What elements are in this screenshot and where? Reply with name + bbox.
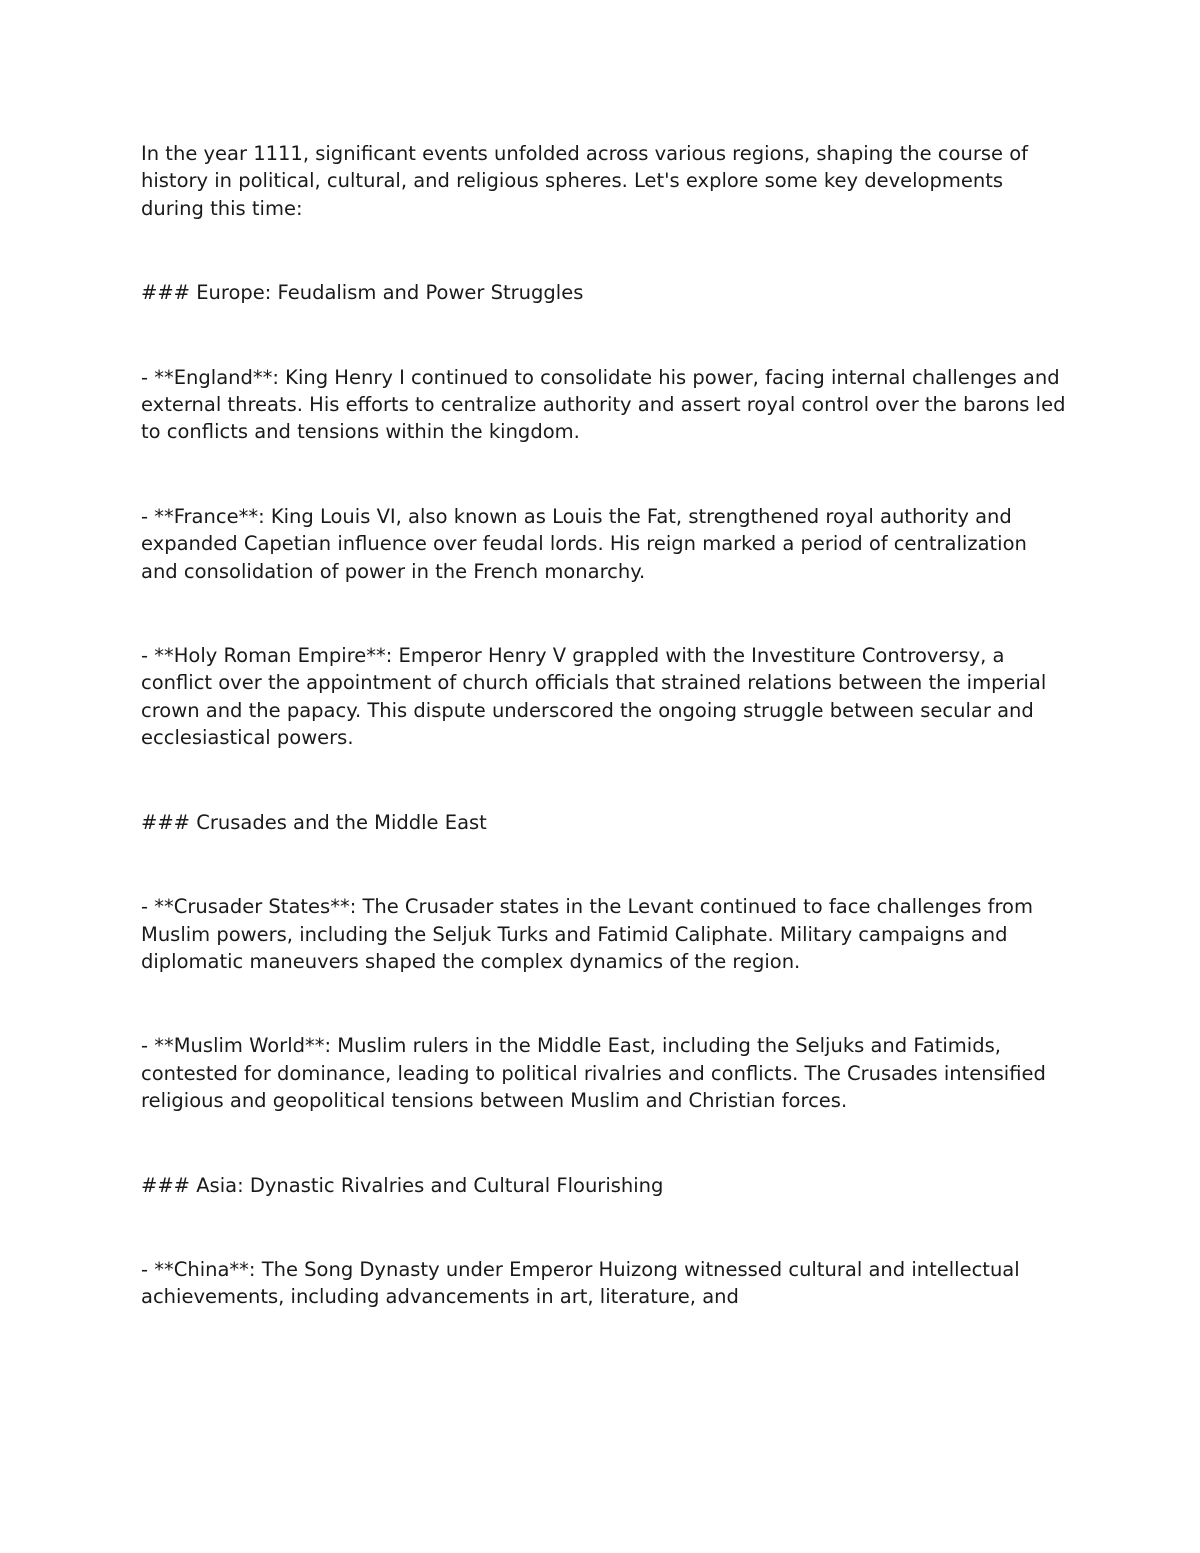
section-heading-europe: ### Europe: Feudalism and Power Struggles [141,281,584,305]
item-crusader-states: - **Crusader States**: The Crusader states in the Levant continued to face challenges from Muslim powers, including the Seljuk Turks and Fatimid Caliphate. Military campaigns and diplomatic maneuvers shaped the complex dynamics of the region. [141,895,1033,973]
spacer [141,752,1066,809]
spacer [141,836,1066,893]
item-china: - **China**: The Song Dynasty under Emperor Huizong witnessed cultural and intellectual achievements, including advancements in art, literature, and [141,1257,1020,1309]
item-england: - **England**: King Henry I continued to consolidate his power, facing internal challenges and external threats. His efforts to centralize authority and assert royal control over the barons led to conflicts and tensions within the kingdom. [141,365,1066,444]
document-body [141,140,1066,1311]
spacer [141,307,1066,364]
item-muslim-world: - **Muslim World**: Muslim rulers in the Middle East, including the Seljuks and Fatimids, contested for dominance, leading to political rivalries and conflicts. The Crusades intensified religious and geopolitical tensions between Muslim and Christian forces. [141,1034,1046,1113]
spacer [141,1199,1066,1256]
spacer [141,446,1066,503]
intro-paragraph: In the year 1111, significant events unfolded across various regions, shaping the course of history in political, cultural, and religious spheres. Let's explore some key developments during this time: [141,142,1028,220]
spacer [141,975,1066,1032]
item-france: - **France**: King Louis VI, also known as Louis the Fat, strengthened royal authority and expanded Capetian influence over feudal lords. His reign marked a period of centralization and consolidation of power in the French monarchy. [141,504,1027,583]
spacer [141,585,1066,642]
section-heading-crusades: ### Crusades and the Middle East [141,810,487,834]
item-holy-roman-empire: - **Holy Roman Empire**: Emperor Henry V grappled with the Investiture Controversy, a conflict over the appointment of church officials that strained relations between the imperial crown and the papacy. This dispute underscored the ongoing struggle between secular and ecclesiastical powers. [141,644,1047,750]
spacer [141,1115,1066,1172]
spacer [141,222,1066,279]
section-heading-asia: ### Asia: Dynastic Rivalries and Cultural Flourishing [141,1173,664,1197]
